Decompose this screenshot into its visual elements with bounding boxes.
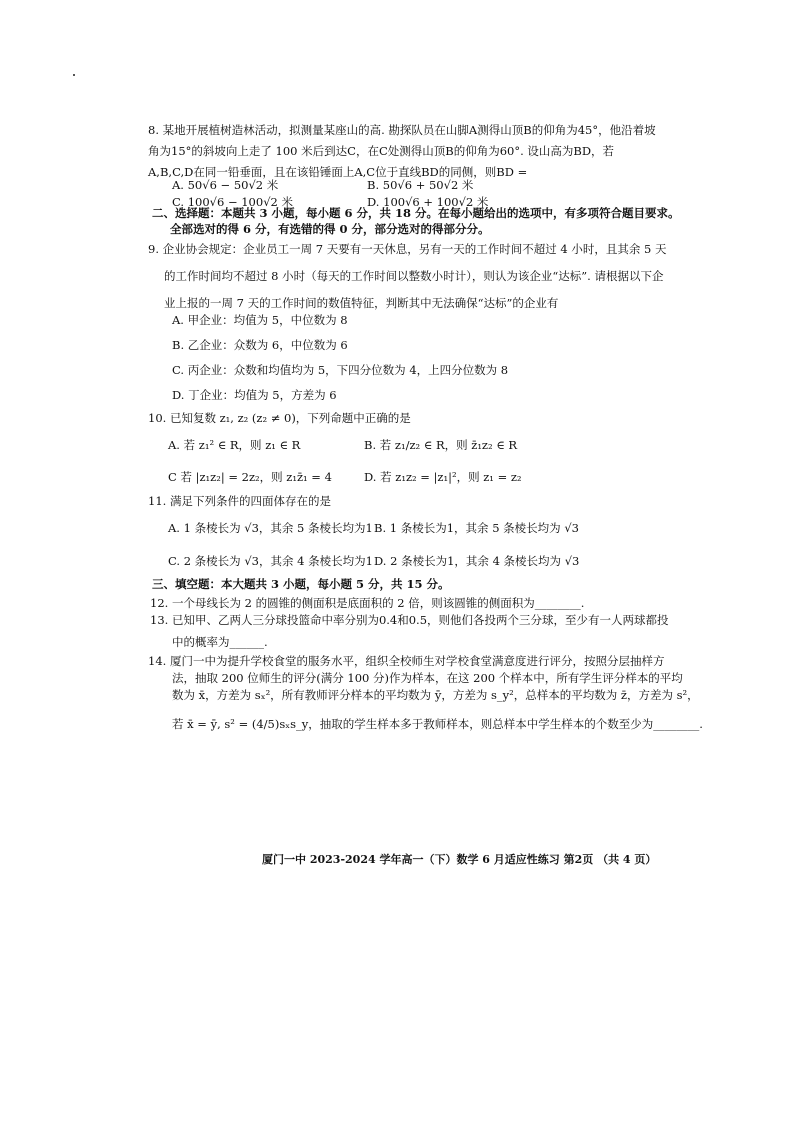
scan-speck (73, 74, 75, 76)
q14-line-1: 14. 厦门一中为提升学校食堂的服务水平，组织全校师生对学校食堂满意度进行评分，按照分层抽样方 (148, 654, 665, 668)
q11-option-a: A. 1 条棱长为 √3，其余 5 条棱长均为1 (168, 521, 373, 535)
page-footer: 厦门一中 2023-2024 学年高一（下）数学 6 月适应性练习 第2页 （共 4 页） (262, 853, 657, 866)
q11-stem: 11. 满足下列条件的四面体存在的是 (148, 494, 331, 508)
q8-line-2: 角为15°的斜坡向上走了 100 米后到达C，在C处测得山顶B的仰角为60°. 设山高为BD，若 (148, 144, 615, 158)
q10-option-b: B. 若 z₁/z₂ ∈ R，则 z̄₁z₂ ∈ R (364, 438, 518, 452)
section-2-header (152, 206, 680, 236)
question-13 (150, 613, 669, 649)
q8-option-c: C. 100√6 − 100√2 米 (172, 195, 293, 209)
section-2-line-2: 全部选对的得 6 分，有选错的得 0 分，部分选对的得部分分。 (170, 222, 490, 236)
q10-stem: 10. 已知复数 z₁, z₂ (z₂ ≠ 0)，下列命题中正确的是 (148, 411, 411, 425)
q9-option-a: A. 甲企业：均值为 5，中位数为 8 (172, 313, 348, 327)
q8-line-3: A,B,C,D在同一铅垂面，且在该铅锤面上A,C位于直线BD的同侧，则BD = (148, 165, 528, 179)
q8-option-b: B. 50√6 + 50√2 米 (367, 178, 474, 192)
q9-option-b: B. 乙企业：众数为 6，中位数为 6 (172, 338, 348, 352)
q14-line-3: 数为 x̄，方差为 sₓ²，所有教师评分样本的平均数为 ȳ，方差为 s_y²，总样本的平均数为 z̄，方差为 s²， (172, 688, 699, 702)
q8-option-d: D. 100√6 + 100√2 米 (367, 195, 489, 209)
question-9 (148, 242, 667, 310)
q10-option-a: A. 若 z₁² ∈ R，则 z₁ ∈ R (168, 438, 301, 452)
q9-option-d: D. 丁企业：均值为 5，方差为 6 (172, 388, 337, 402)
q8-line-1: 8. 某地开展植树造林活动，拟测量某座山的高. 勘探队员在山脚A测得山顶B的仰角为45°，他沿着坡 (148, 123, 656, 137)
q11-option-b: B. 1 条棱长为1，其余 5 条棱长均为 √3 (374, 521, 579, 535)
q10-option-c: C 若 |z₁z₂| = 2z₂，则 z₁z̄₁ = 4 (168, 470, 332, 484)
q9-line-1: 9. 企业协会规定：企业员工一周 7 天要有一天休息，另有一天的工作时间不超过 4 小时，且其余 5 天 (148, 242, 667, 256)
q13-line-1: 13. 已知甲、乙两人三分球投篮命中率分别为0.4和0.5，则他们各投两个三分球，至少有一人两球都投 (150, 613, 669, 627)
q14-line-4: 若 x̄ = ȳ, s² = (4/5)sₓs_y，抽取的学生样本多于教师样本，则总样本中学生样本的个数至少为________. (172, 717, 703, 731)
q8-option-a: A. 50√6 − 50√2 米 (172, 178, 279, 192)
q13-line-2: 中的概率为______. (172, 635, 268, 649)
question-8 (148, 125, 658, 179)
q9-line-2: 的工作时间均不超过 8 小时（每天的工作时间以整数小时计），则认为该企业“达标”. 请根据以下企 (164, 269, 664, 283)
q9-option-c: C. 丙企业：众数和均值均为 5，下四分位数为 4，上四分位数为 8 (172, 363, 509, 377)
q11-option-c: C. 2 条棱长为 √3，其余 4 条棱长均为1 (168, 554, 373, 568)
q12-text: 12. 一个母线长为 2 的圆锥的侧面积是底面积的 2 倍，则该圆锥的侧面积为________. (150, 596, 585, 610)
q11-option-d: D. 2 条棱长为1，其余 4 条棱长均为 √3 (374, 554, 580, 568)
q9-line-3: 业上报的一周 7 天的工作时间的数值特征，判断其中无法确保“达标”的企业有 (164, 296, 559, 310)
question-14 (148, 654, 703, 731)
q14-line-2: 法，抽取 200 位师生的评分(满分 100 分)作为样本，在这 200 个样本中，所有学生评分样本的平均 (172, 671, 683, 685)
section-2-line-1: 二、选择题：本题共 3 小题，每小题 6 分，共 18 分。在每小题给出的选项中，有多项符合题目要求。 (152, 206, 680, 220)
q10-option-d: D. 若 z₁z₂ = |z₁|²，则 z₁ = z₂ (364, 470, 522, 484)
section-3-header: 三、填空题：本大题共 3 小题，每小题 5 分，共 15 分。 (152, 577, 450, 591)
